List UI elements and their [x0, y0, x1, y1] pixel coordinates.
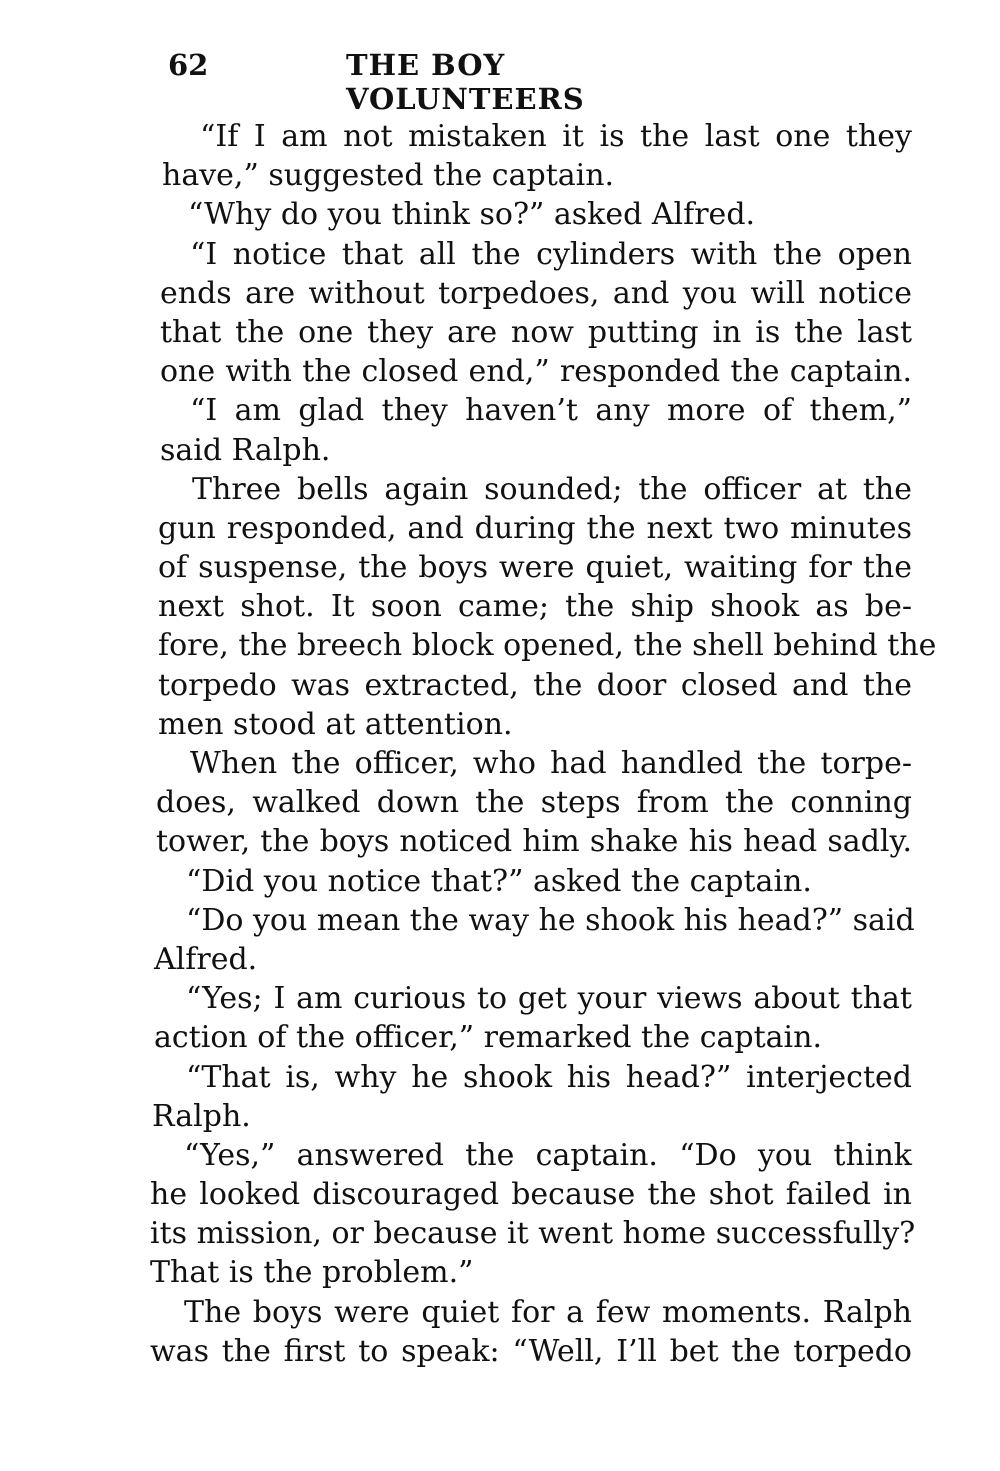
text-line: The boys were quiet for a few moments. Ralph	[184, 1294, 912, 1330]
text-line: one with the closed end,” responded the captain.	[160, 354, 912, 390]
text-line: “I am glad they haven’t any more of them,”	[190, 393, 912, 429]
text-line: “Do you mean the way he shook his head?” said	[186, 902, 915, 938]
text-line: “Did you notice that?” asked the captain.	[186, 863, 812, 899]
text-line: When the officer, who had handled the torpe-	[190, 746, 912, 781]
body-text	[150, 117, 937, 1371]
text-line: “Why do you think so?” asked Alfred.	[188, 197, 756, 233]
text-line: have,” suggested the captain.	[162, 158, 615, 194]
text-line: of suspense, the boys were quiet, waiting for the	[158, 550, 912, 586]
text-line: Ralph.	[152, 1098, 251, 1134]
text-line: “If I am not mistaken it is the last one they	[200, 119, 912, 154]
text-line: fore, the breech block opened, the shell behind the	[158, 628, 937, 664]
text-line: does, walked down the steps from the conning	[156, 785, 912, 821]
text-line: Three bells again sounded; the officer at the	[192, 471, 912, 507]
text-line: he looked discouraged because the shot failed in	[150, 1177, 912, 1213]
text-line: “I notice that all the cylinders with the open	[190, 236, 912, 272]
running-title: THE BOY VOLUNTEERS	[346, 48, 585, 116]
text-line: That is the problem.”	[150, 1255, 474, 1291]
text-line: “Yes; I am curious to get your views about that	[186, 981, 912, 1017]
text-line: tower, the boys noticed him shake his head sadly.	[156, 824, 912, 860]
text-line: torpedo was extracted, the door closed and the	[158, 667, 912, 703]
text-line: “That is, why he shook his head?” interjected	[186, 1059, 912, 1095]
text-line: was the first to speak: “Well, I’ll bet the torpedo	[150, 1333, 912, 1369]
page-header	[168, 48, 728, 116]
text-line: next shot. It soon came; the ship shook as be-	[158, 589, 912, 625]
text-line: Alfred.	[154, 941, 258, 977]
text-line: men stood at attention.	[158, 706, 513, 742]
text-line: its mission, or because it went home successfully?	[150, 1216, 916, 1252]
text-line: gun responded, and during the next two minutes	[158, 510, 912, 546]
text-line: said Ralph.	[160, 432, 331, 468]
text-line: action of the officer,” remarked the captain.	[154, 1020, 822, 1056]
text-line: “Yes,” answered the captain. “Do you think	[184, 1137, 912, 1173]
text-line: that the one they are now putting in is the last	[160, 314, 912, 350]
page-number: 62	[168, 48, 209, 82]
text-line: ends are without torpedoes, and you will notice	[160, 275, 912, 311]
